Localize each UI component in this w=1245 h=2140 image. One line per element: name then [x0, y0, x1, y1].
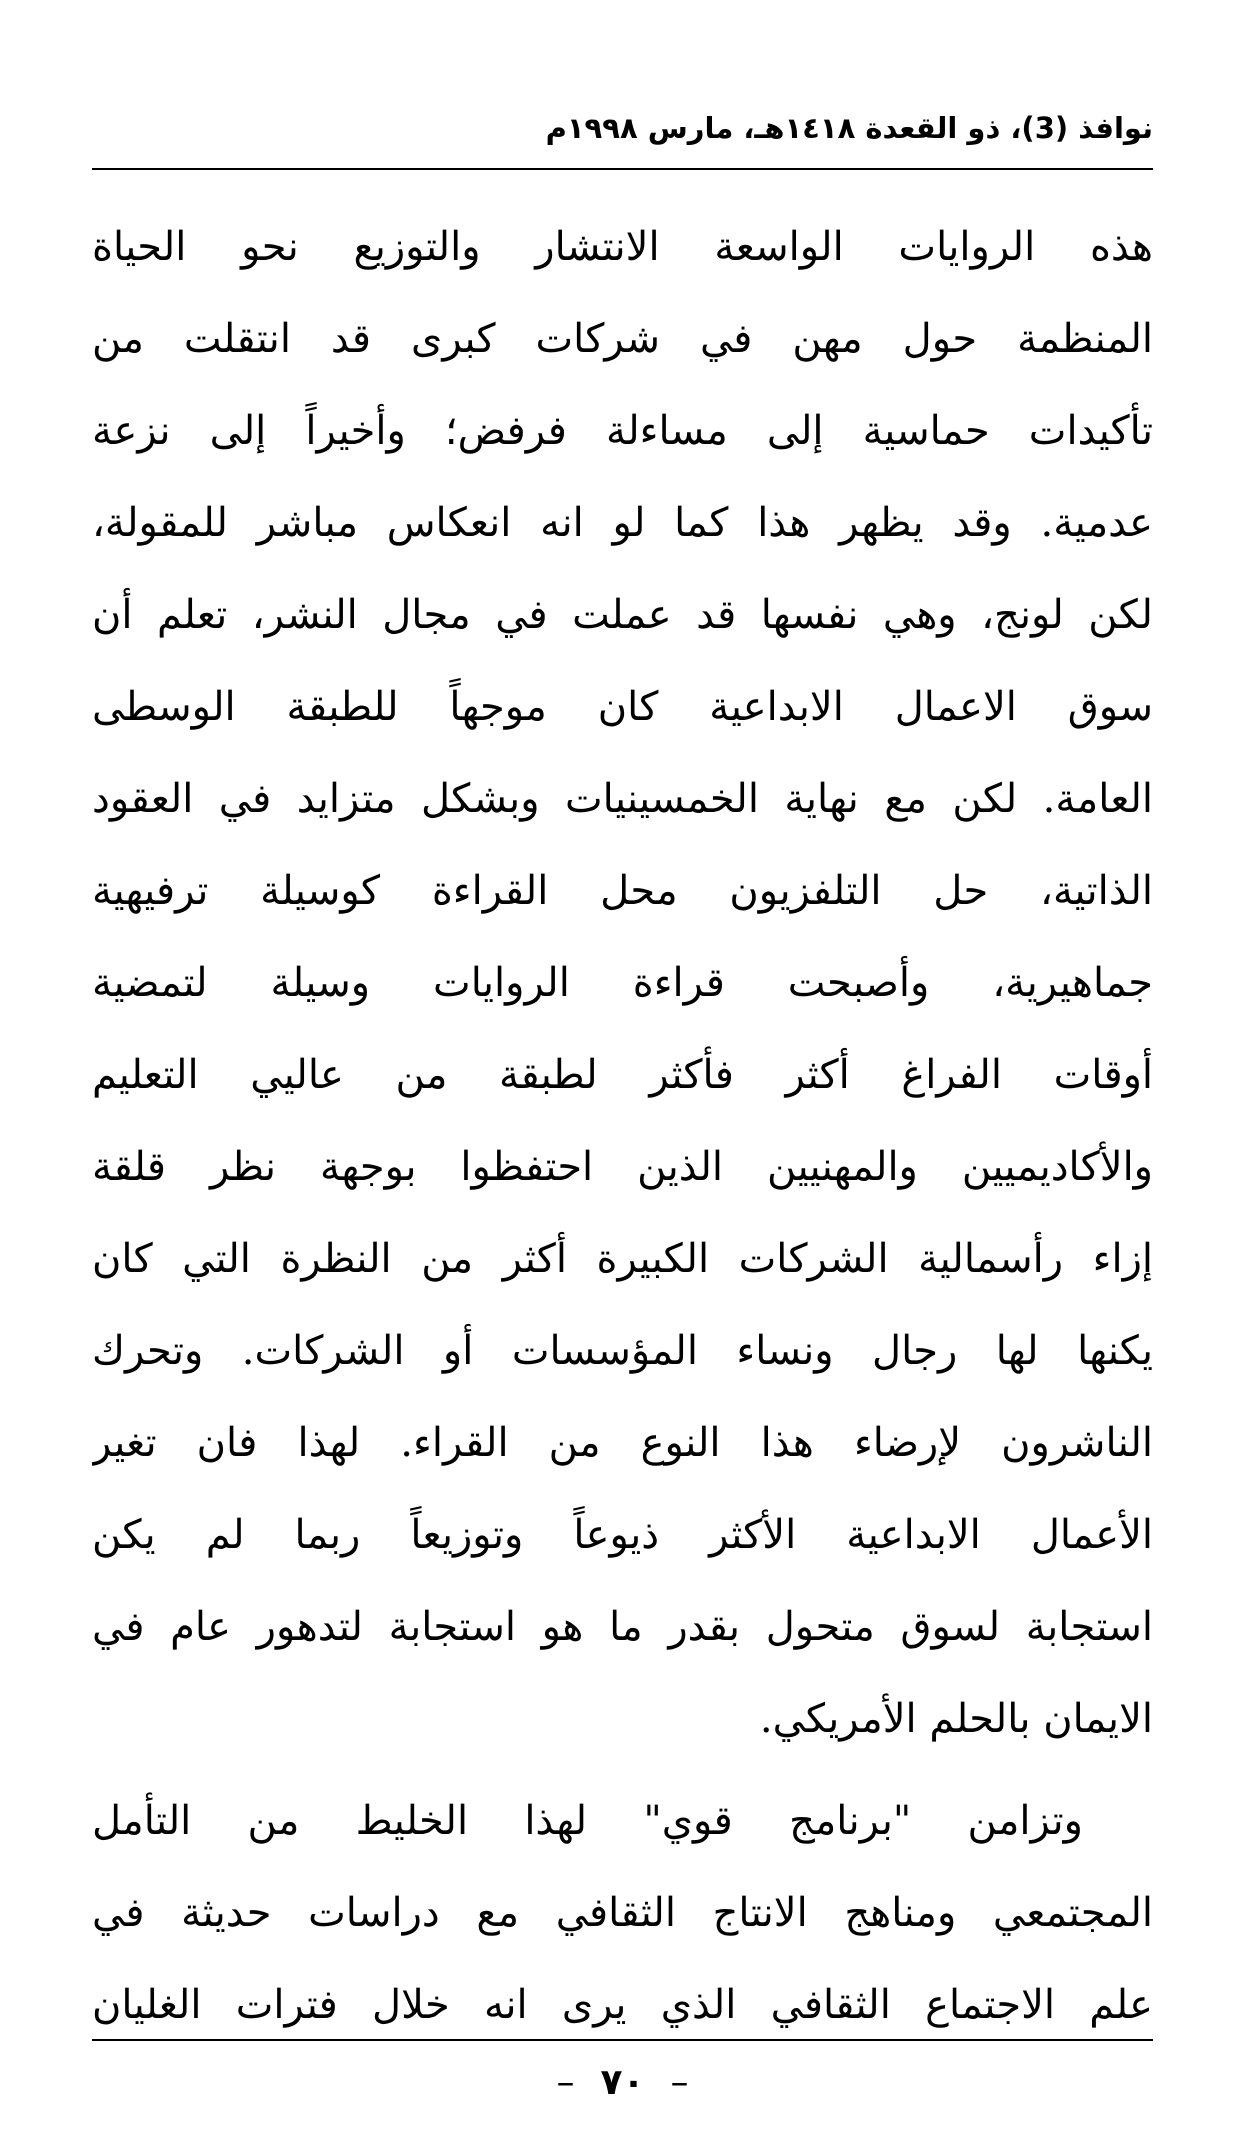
text-line: عدمية. وقد يظهر هذا كما لو انه انعكاس مباشر للمقولة، — [92, 500, 1153, 546]
text-line: الايمان بالحلم الأمريكي. — [759, 1696, 1153, 1742]
paragraph — [92, 212, 1153, 1776]
header-rule — [92, 168, 1153, 170]
footer-dash: – — [670, 2062, 689, 2103]
text-line: تأكيدات حماسية إلى مساءلة فرفض؛ وأخيراً إلى نزعة — [92, 408, 1153, 454]
text-line: هذه الروايات الواسعة الانتشار والتوزيع نحو الحياة — [92, 224, 1153, 270]
text-line: أوقات الفراغ أكثر فأكثر لطبقة من عاليي التعليم — [92, 1052, 1153, 1098]
page-footer — [0, 2058, 1245, 2108]
text-line: المنظمة حول مهن في شركات كبرى قد انتقلت من — [92, 316, 1153, 362]
footer-dash: – — [556, 2062, 575, 2103]
text-line: سوق الاعمال الابداعية كان موجهاً للطبقة الوسطى — [92, 684, 1153, 730]
text-line: والأكاديميين والمهنيين الذين احتفظوا بوجهة نظر قلقة — [92, 1144, 1153, 1190]
footer-rule — [92, 2039, 1153, 2041]
text-line: لكن لونج، وهي نفسها قد عملت في مجال النشر، تعلم أن — [92, 592, 1153, 638]
text-line: إزاء رأسمالية الشركات الكبيرة أكثر من النظرة التي كان — [92, 1236, 1153, 1282]
page-number: ٧٠ — [600, 2062, 645, 2103]
running-header: نوافذ (3)، ذو القعدة ١٤١٨هـ، مارس ١٩٩٨م — [545, 111, 1153, 145]
text-line: وتزامن "برنامج قوي" لهذا الخليط من التأمل — [92, 1798, 1083, 1844]
body-text — [92, 212, 1153, 2062]
paragraph-gap — [92, 1776, 1153, 1786]
text-line: علم الاجتماع الثقافي الذي يرى انه خلال فترات الغليان — [92, 1982, 1153, 2028]
text-line: الناشرون لإرضاء هذا النوع من القراء. لهذا فان تغير — [92, 1420, 1153, 1466]
text-line: استجابة لسوق متحول بقدر ما هو استجابة لتدهور عام في — [92, 1604, 1153, 1650]
text-line: الأعمال الابداعية الأكثر ذيوعاً وتوزيعاً ربما لم يكن — [92, 1512, 1153, 1558]
text-line: يكنها لها رجال ونساء المؤسسات أو الشركات. وتحرك — [92, 1328, 1153, 1374]
text-line: جماهيرية، وأصبحت قراءة الروايات وسيلة لتمضية — [92, 960, 1153, 1006]
paragraph — [92, 1786, 1153, 2062]
text-line: العامة. لكن مع نهاية الخمسينيات وبشكل متزايد في العقود — [92, 776, 1153, 822]
text-line: الذاتية، حل التلفزيون محل القراءة كوسيلة ترفيهية — [92, 868, 1153, 914]
text-line: المجتمعي ومناهج الانتاج الثقافي مع دراسات حديثة في — [92, 1890, 1153, 1936]
